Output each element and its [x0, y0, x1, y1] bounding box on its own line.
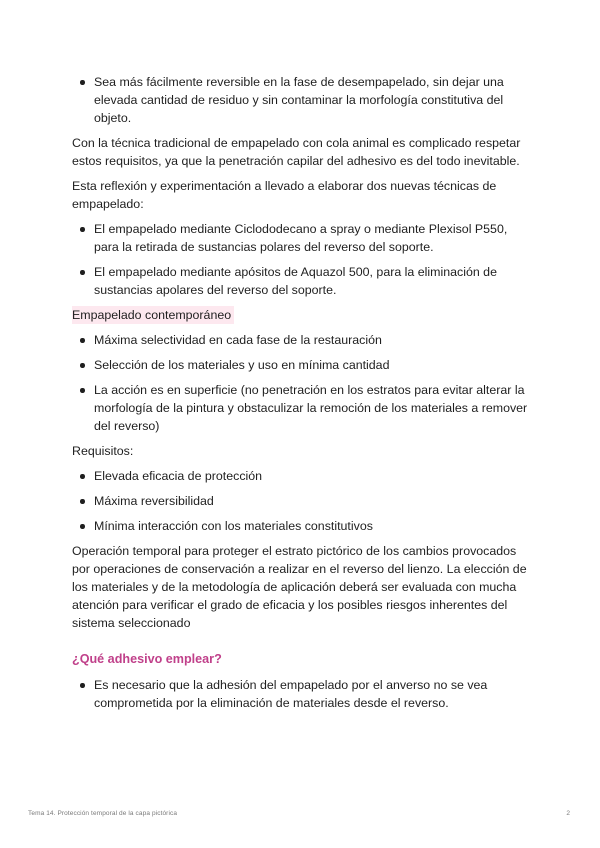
requirements-label: Requisitos: — [72, 444, 134, 458]
list-item: Máxima selectividad en cada fase de la restauración — [72, 331, 532, 349]
top-bullet-list — [72, 73, 532, 127]
question-heading: ¿Qué adhesivo emplear? — [72, 652, 222, 666]
question-list — [72, 676, 532, 712]
paragraph-new-techniques-intro: Esta reflexión y experimentación a llevado a elaborar dos nuevas técnicas de empapelado: — [72, 179, 497, 211]
paragraph-traditional-technique: Con la técnica tradicional de empapelado con cola animal es complicado respetar estos requisitos, ya que la penetración capilar del adhesivo es del todo inevitable. — [72, 136, 521, 168]
page-number: 2 — [566, 810, 570, 817]
contemporary-heading: Empapelado contemporáneo — [72, 306, 234, 324]
list-item: Máxima reversibilidad — [72, 492, 532, 510]
list-item: Selección de los materiales y uso en mínima cantidad — [72, 356, 532, 374]
requirements-list — [72, 467, 532, 535]
list-item: El empapelado mediante Ciclododecano a spray o mediante Plexisol P550, para la retirada de sustancias polares del reverso del soporte. — [72, 220, 532, 256]
contemporary-list — [72, 331, 532, 435]
list-item: Mínima interacción con los materiales constitutivos — [72, 517, 532, 535]
paragraph-temporary-operation: Operación temporal para proteger el estrato pictórico de los cambios provocados por operaciones de conservación a realizar en el reverso del lienzo. La elección de los materiales y de la metodología de aplicación deberá ser evaluada con mucha atención para verificar el grado de eficacia y los posibles riesgos inherentes del sistema seleccionado — [72, 544, 527, 630]
footer-title: Tema 14. Protección temporal de la capa pictórica — [28, 810, 178, 817]
list-item: La acción es en superficie (no penetración en los estratos para evitar alterar la morfología de la pintura y obstaculizar la remoción de los materiales a remover del reverso) — [72, 381, 532, 435]
list-item: Sea más fácilmente reversible en la fase de desempapelado, sin dejar una elevada cantidad de residuo y sin contaminar la morfología constitutiva del objeto. — [72, 73, 532, 127]
list-item: El empapelado mediante apósitos de Aquazol 500, para la eliminación de sustancias apolares del reverso del soporte. — [72, 263, 532, 299]
list-item: Elevada eficacia de protección — [72, 467, 532, 485]
document-body — [72, 73, 532, 719]
list-item: Es necesario que la adhesión del empapelado por el anverso no se vea comprometida por la eliminación de materiales desde el reverso. — [72, 676, 532, 712]
techniques-list — [72, 220, 532, 299]
